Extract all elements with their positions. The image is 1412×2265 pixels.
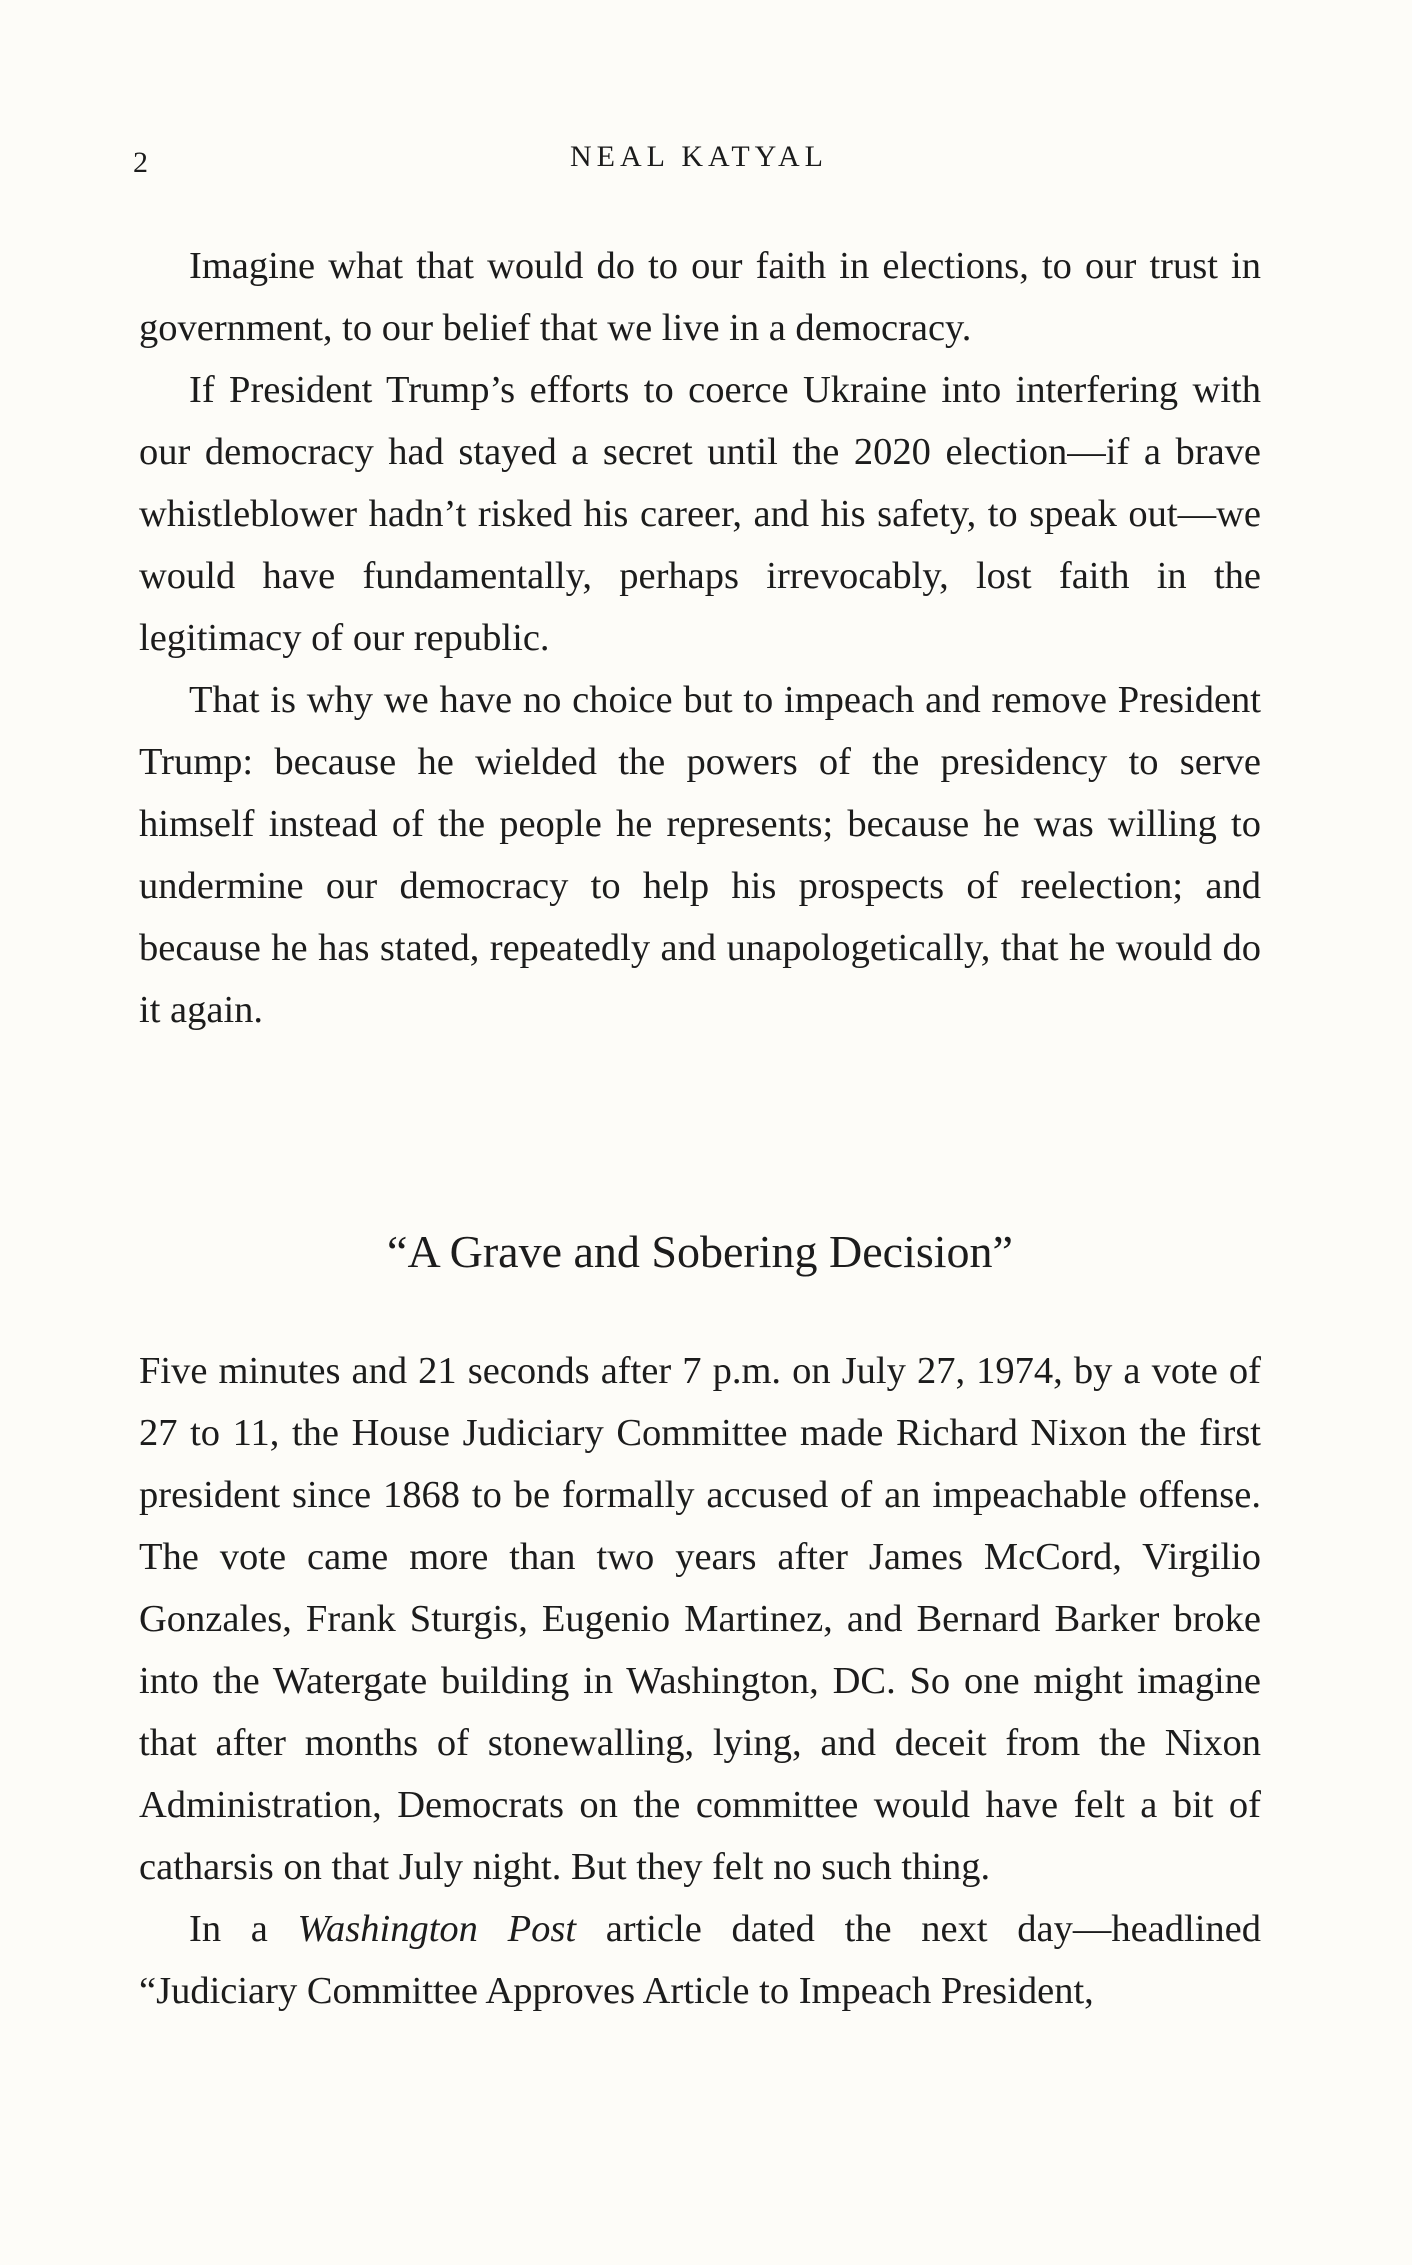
page-number: 2	[133, 146, 149, 179]
paragraph-5	[139, 1898, 1261, 2022]
body-text-after-heading	[139, 1340, 1261, 2022]
running-head	[133, 140, 1265, 184]
section-heading: “A Grave and Sobering Decision”	[387, 1226, 1013, 1277]
paragraph-4: Five minutes and 21 seconds after 7 p.m. on July 27, 1974, by a vote of 27 to 11, the House Judiciary Committee made Richard Nixon the first president since 1868 to be formally accused of an impeachable offense. The vote came more than two years after James McCord, Virgilio Gonzales, Frank Sturgis, Eugenio Martinez, and Bernard Barker broke into the Watergate building in Washington, DC. So one might imagine that after months of stonewalling, lying, and deceit from the Nixon Administration, Democrats on the committee would have felt a bit of catharsis on that July night. But they felt no such thing.	[139, 1350, 1261, 1888]
paragraph-3: That is why we have no choice but to impeach and remove President Trump: because he wielded the powers of the presidency to serve himself instead of the people he represents; because he was willing to undermine our democracy to help his prospects of reelection; and because he has stated, repeatedly and unapologetically, that he would do it again.	[139, 679, 1261, 1031]
paragraph-5-prefix: In a	[189, 1908, 298, 1950]
running-title: NEAL KATYAL	[569, 140, 829, 173]
paragraph-1: Imagine what that would do to our faith in elections, to our trust in government, to our belief that we live in a democracy.	[139, 245, 1261, 349]
paragraph-2: If President Trump’s efforts to coerce Ukraine into interfering with our democracy had stayed a secret until the 2020 election—if a brave whistleblower hadn’t risked his career, and his safety, to speak out—we would have fundamentally, perhaps irrevocably, lost faith in the legitimacy of our republic.	[139, 369, 1261, 659]
paragraph-5-suffix: article dated the next day—headlined “Judiciary Committee Approves Article to Impeach President,	[139, 1908, 1261, 2012]
body-text-before-heading	[139, 235, 1261, 1041]
newspaper-title: Washington Post	[297, 1908, 577, 1950]
